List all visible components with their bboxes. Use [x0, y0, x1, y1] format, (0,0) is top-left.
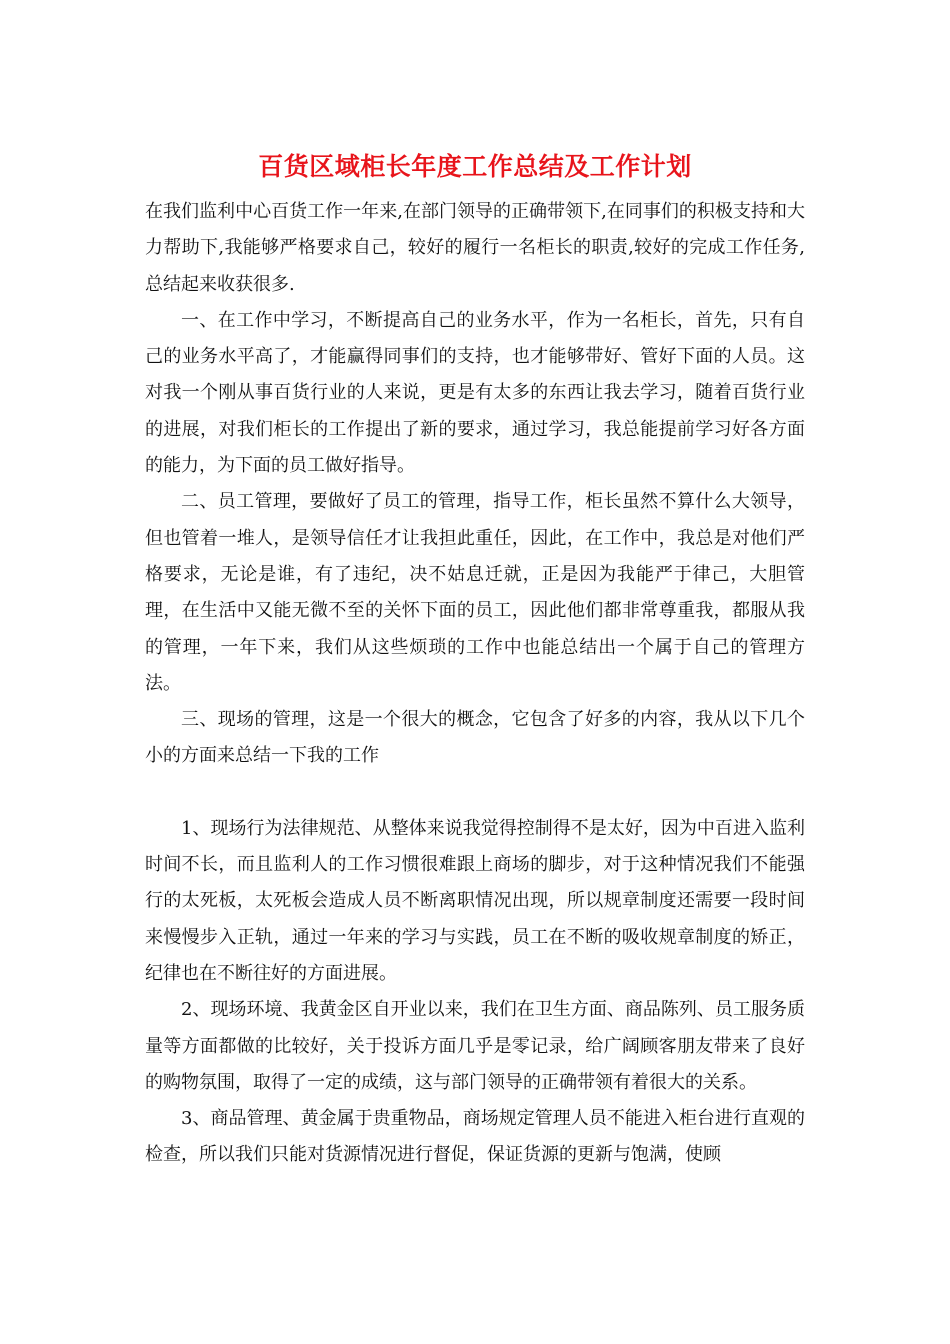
intro-paragraph: 在我们监利中心百货工作一年来,在部门领导的正确带领下,在同事们的积极支持和大力帮助下,我能够严格要求自己，较好的履行一名柜长的职责,较好的完成工作任务,总结起来收获很多.	[145, 201, 805, 295]
section-three-paragraph: 三、现场的管理，这是一个很大的概念，它包含了好多的内容，我从以下几个小的方面来总结一下我的工作	[145, 709, 805, 767]
item-two-paragraph: 2、现场环境、我黄金区自开业以来，我们在卫生方面、商品陈列、员工服务质量等方面都做的比较好，关于投诉方面几乎是零记录，给广阔顾客朋友带来了良好的购物氛围，取得了一定的成绩，这与部门领导的正确带领有着很大的关系。	[145, 999, 805, 1093]
document-body	[145, 194, 805, 1174]
section-two-paragraph: 二、员工管理，要做好了员工的管理，指导工作，柜长虽然不算什么大领导，但也管着一堆人，是领导信任才让我担此重任，因此，在工作中，我总是对他们严格要求，无论是谁，有了违纪，决不姑息迁就，正是因为我能严于律己，大胆管理，在生活中又能无微不至的关怀下面的员工，因此他们都非常尊重我，都服从我的管理，一年下来，我们从这些烦琐的工作中也能总结出一个属于自己的管理方法。	[145, 491, 805, 694]
item-one-paragraph: 1、现场行为法律规范、从整体来说我觉得控制得不是太好，因为中百进入监利时间不长，而且监利人的工作习惯很难跟上商场的脚步，对于这种情况我们不能强行的太死板，太死板会造成人员不断离职情况出现，所以规章制度还需要一段时间来慢慢步入正轨，通过一年来的学习与实践，员工在不断的吸收规章制度的矫正，纪律也在不断往好的方面进展。	[145, 817, 805, 984]
document-title: 百货区域柜长年度工作总结及工作计划	[258, 152, 692, 181]
section-one-paragraph: 一、在工作中学习，不断提高自己的业务水平，作为一名柜长，首先，只有自己的业务水平高了，才能赢得同事们的支持，也才能够带好、管好下面的人员。这对我一个刚从事百货行业的人来说，更是有太多的东西让我去学习，随着百货行业的进展，对我们柜长的工作提出了新的要求，通过学习，我总能提前学习好各方面的能力，为下面的员工做好指导。	[145, 309, 805, 477]
item-three-paragraph: 3、商品管理、黄金属于贵重物品，商场规定管理人员不能进入柜台进行直观的检查，所以我们只能对货源情况进行督促，保证货源的更新与饱满，使顾	[145, 1108, 805, 1166]
blank-line	[145, 775, 805, 811]
